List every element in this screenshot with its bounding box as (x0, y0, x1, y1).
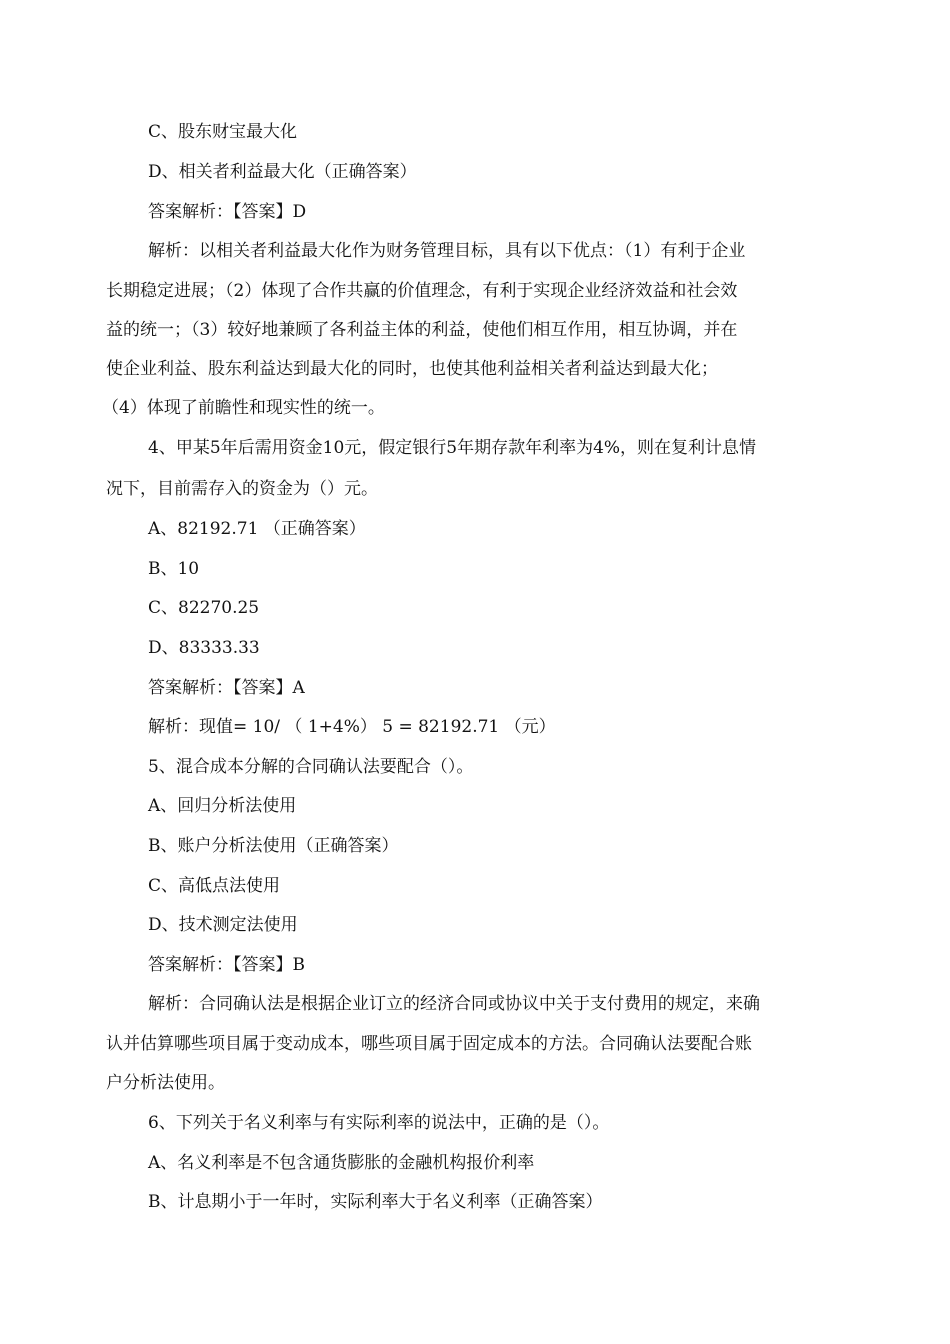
option-a-line: A、回归分析法使用 (148, 796, 297, 816)
explanation-line: 益的统一；（3）较好地兼顾了各利益主体的利益，使他们相互作用，相互协调，并在 (106, 320, 738, 340)
question-4-line: 况下，目前需存入的资金为（）元。 (106, 479, 378, 499)
option-d-line: D、83333.33 (148, 638, 260, 658)
option-a-line: A、名义利率是不包含通货膨胀的金融机构报价利率 (148, 1153, 535, 1173)
option-c-line: C、高低点法使用 (148, 876, 281, 896)
explanation-line: 使企业利益、股东利益达到最大化的同时，也使其他利益相关者利益达到最大化； (106, 359, 718, 379)
answer-line: 答案解析：【答案】A (148, 678, 305, 698)
option-c-line: C、股东财宝最大化 (148, 122, 298, 142)
explanation-line: 认并估算哪些项目属于变动成本，哪些项目属于固定成本的方法。合同确认法要配合账 (106, 1034, 752, 1054)
option-d-line: D、技术测定法使用 (148, 915, 298, 935)
question-6-line: 6、下列关于名义利率与有实际利率的说法中，正确的是（）。 (148, 1113, 610, 1133)
explanation-line: 解析：合同确认法是根据企业订立的经济合同或协议中关于支付费用的规定，来确 (148, 994, 760, 1014)
question-5-line: 5、混合成本分解的合同确认法要配合（）。 (148, 757, 474, 777)
option-b-line: B、10 (148, 559, 200, 579)
answer-line: 答案解析：【答案】B (148, 955, 305, 975)
option-a-line: A、82192.71 （正确答案） (148, 519, 366, 539)
answer-line: 答案解析：【答案】D (148, 202, 307, 222)
explanation-line: 户分析法使用。 (106, 1073, 225, 1093)
explanation-line: 解析：现值= 10/ （ 1+4%） 5 = 82192.71 （元） (148, 717, 556, 737)
explanation-line: 解析：以相关者利益最大化作为财务管理目标，具有以下优点：（1）有利于企业 (148, 241, 746, 261)
explanation-line: （4）体现了前瞻性和现实性的统一。 (102, 398, 385, 418)
option-c-line: C、82270.25 (148, 598, 260, 618)
option-d-line: D、相关者利益最大化（正确答案） (148, 162, 417, 182)
option-b-line: B、计息期小于一年时，实际利率大于名义利率（正确答案） (148, 1192, 603, 1212)
option-b-line: B、账户分析法使用（正确答案） (148, 836, 399, 856)
explanation-line: 长期稳定进展；（2）体现了合作共赢的价值理念，有利于实现企业经济效益和社会效 (106, 281, 738, 301)
question-4-line: 4、甲某5年后需用资金10元，假定银行5年期存款年利率为4%，则在复利计息情 (148, 438, 757, 458)
